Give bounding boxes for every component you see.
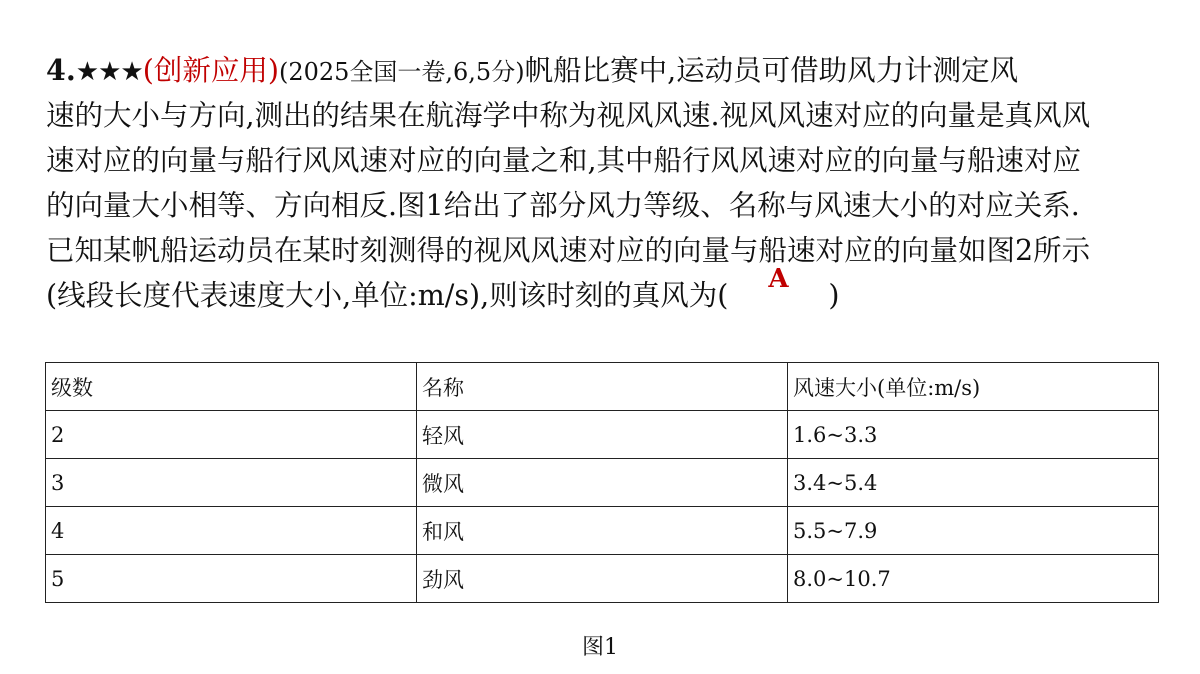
problem-text [46, 48, 1156, 318]
cell-name: 劲风 [417, 555, 788, 603]
question-source: (2025全国一卷,6,5分) [278, 58, 525, 86]
table-header-row [46, 363, 1159, 411]
header-speed: 风速大小(单位:m/s) [788, 363, 1159, 411]
header-level: 级数 [46, 363, 417, 411]
cell-level: 5 [46, 555, 417, 603]
difficulty-stars: ★★★ [75, 57, 143, 87]
cell-level: 4 [46, 507, 417, 555]
figure-caption: 图1 [582, 635, 618, 660]
cell-speed: 1.6~3.3 [788, 411, 1159, 459]
table-row [46, 459, 1159, 507]
cell-name: 微风 [417, 459, 788, 507]
problem-line-2: 速的大小与方向,测出的结果在航海学中称为视风风速.视风风速对应的向量是真风风 [46, 99, 1091, 132]
cell-speed: 3.4~5.4 [788, 459, 1159, 507]
close-paren: ) [828, 279, 840, 312]
table-row [46, 411, 1159, 459]
cell-level: 2 [46, 411, 417, 459]
problem-line-6 [46, 264, 1156, 318]
problem-line-5: 已知某帆船运动员在某时刻测得的视风风速对应的向量与船速对应的向量如图2所示 [46, 234, 1091, 267]
problem-line-3: 速对应的向量与船行风风速对应的向量之和,其中船行风风速对应的向量与船速对应 [46, 144, 1082, 177]
problem-line-4: 的向量大小相等、方向相反.图1给出了部分风力等级、名称与风速大小的对应关系. [46, 189, 1080, 222]
problem-line-1-text: 帆船比赛中,运动员可借助风力计测定风 [524, 54, 1019, 87]
cell-speed: 5.5~7.9 [788, 507, 1159, 555]
cell-speed: 8.0~10.7 [788, 555, 1159, 603]
wind-scale-table [45, 362, 1159, 603]
problem-line-6-text: (线段长度代表速度大小,单位:m/s),则该时刻的真风为( [46, 279, 729, 312]
problem-line-1 [46, 48, 1156, 93]
header-name: 名称 [417, 363, 788, 411]
question-tag: (创新应用) [142, 54, 279, 87]
answer-mark: A [768, 264, 789, 294]
cell-level: 3 [46, 459, 417, 507]
cell-name: 轻风 [417, 411, 788, 459]
table-row [46, 507, 1159, 555]
table-row [46, 555, 1159, 603]
question-number: 4. [46, 53, 76, 87]
cell-name: 和风 [417, 507, 788, 555]
answer-blank [728, 264, 828, 318]
